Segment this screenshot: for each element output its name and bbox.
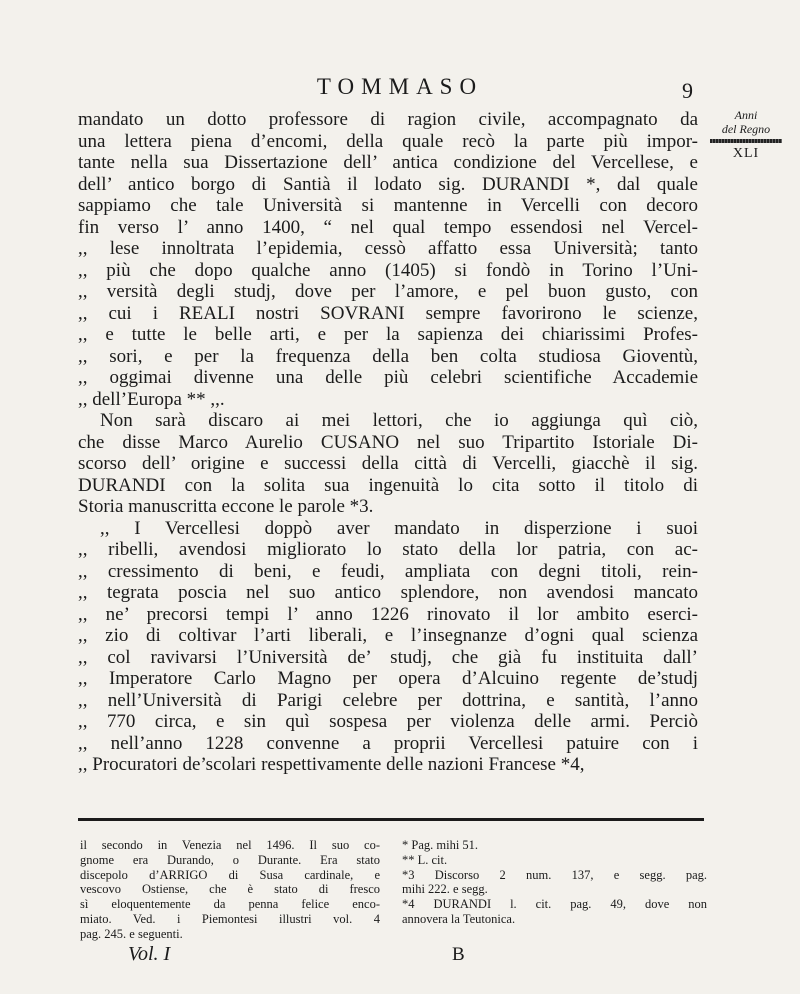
text-line: Non sarà discaro ai mei lettori, che io aggiunga quì ciò, [100,410,698,431]
footnote-line: ** L. cit. [402,852,448,867]
text-line: ,, dell’Europa ** ,,. [78,388,225,410]
running-head: TOMMASO [316,74,484,99]
text-line: ,, nell’anno 1228 convenne a proprii Vercellesi patuire con i [78,732,698,754]
footnote-line: il secondo in Venezia nel 1496. Il suo co- [80,838,380,852]
text-line: una lettera piena d’encomi, della quale recò la parte più impor- [78,130,698,152]
footnote-line: *4 DURANDI l. cit. pag. 49, dove non [402,897,707,912]
volume-signature: Vol. I [128,943,171,965]
footnotes-right-column [402,838,707,927]
text-line: ,, cui i REALI nostri SOVRANI sempre favorirono le scienze, [78,302,698,324]
footnote-line: vescovo Ostiense, che è stato di fresco [80,882,380,897]
text-line: sappiamo che tale Università si mantenne in Vercelli con decoro [78,195,698,216]
text-line: ,, col ravivarsi l’Università de’ studj, che già fu instituita dall’ [78,646,698,668]
footnote-line: annovera la Teutonica. [402,911,516,926]
margin-note-label-1: Anni [734,108,758,122]
text-line: ,, oggimai divenne una delle più celebri scientifiche Accademie [78,367,698,388]
text-line: ,, I Vercellesi doppò aver mandato in disperzione i suoi [100,517,698,539]
text-line: ,, Procuratori de’scolari respettivamente delle nazioni Francese *4, [78,754,585,775]
footnote-line: miato. Ved. i Piemontesi illustri vol. 4 [80,911,380,926]
text-line: tante nella sua Dissertazione dell’ antica condizione del Vercellese, e [78,152,698,173]
text-line: fin verso l’ anno 1400, “ nel qual tempo essendosi nel Vercel- [78,216,698,238]
footnotes-left-column [80,838,380,942]
text-line: mandato un dotto professore di ragion civile, accompagnato da [78,109,698,130]
margin-note-label-2: del Regno [721,122,771,136]
footnote-divider [78,818,704,821]
text-line: ,, Imperatore Carlo Magno per opera d’Alcuino regente de’studj [78,668,698,689]
text-line: ,, nell’Università di Parigi celebre per dottrina, e santità, l’anno [78,689,698,711]
regnal-year: XLI [732,146,760,161]
text-line: ,, e tutte le belle arti, e per la sapienza dei chiarissimi Profes- [78,324,698,345]
margin-note [702,108,790,162]
footnote-line: * Pag. mihi 51. [402,838,479,852]
footnote-line: gnome era Durando, o Durante. Era stato [80,852,380,867]
text-line: ,, 770 circa, e sin quì sospesa per violenza delle armi. Perciò [78,711,698,732]
footnote-line: mihi 222. e segg. [402,882,488,897]
text-line: ,, ribelli, avendosi migliorato lo stato della lor patria, con ac- [78,539,698,560]
footnote-line: *3 Discorso 2 num. 137, e segg. pag. [402,867,707,882]
text-line: ,, cressimento di beni, e feudi, ampliata con degni titoli, rein- [78,560,698,582]
text-line: ,, tegrata poscia nel suo antico splendore, non avendosi mancato [78,582,698,603]
footnote-line: pag. 245. e seguenti. [80,926,183,941]
margin-note-ornament [710,139,782,143]
text-line: ,, versità degli studj, dove per l’amore, e pel buon gusto, con [78,281,698,302]
text-line: DURANDI con la solita sua ingenuità lo cita sotto il titolo di [78,474,698,496]
text-line: ,, ne’ precorsi tempi l’ anno 1226 rinovato il lor ambito eserci- [78,603,698,625]
text-line: dell’ antico borgo di Santià il lodato sig. DURANDI *, dal quale [78,173,698,195]
text-line: che disse Marco Aurelio CUSANO nel suo Tripartito Istoriale Di- [78,431,698,453]
page-number: 9 [682,78,693,103]
text-line: ,, più che dopo qualche anno (1405) si fondò in Torino l’Uni- [78,259,698,281]
text-line: ,, lese innoltrata l’epidemia, cessò affatto essa Università; tanto [78,238,698,259]
text-line: Storia manuscritta eccone le parole *3. [78,496,374,517]
body-text [78,109,698,776]
text-line: ,, sori, e per la frequenza della ben colta studiosa Gioventù, [78,345,698,367]
footnote-line: discepolo d’ARRIGO di Susa cardinale, e [80,867,380,882]
text-line: scorso dell’ origine e successi della città di Vercelli, giacchè il sig. [78,453,698,474]
footnote-line: sì eloquentemente da penna felice enco- [80,897,380,912]
text-line: ,, zio di coltivar l’arti liberali, e l’insegnanze d’ogni qual scienza [78,625,698,646]
sheet-letter: B [452,944,465,965]
